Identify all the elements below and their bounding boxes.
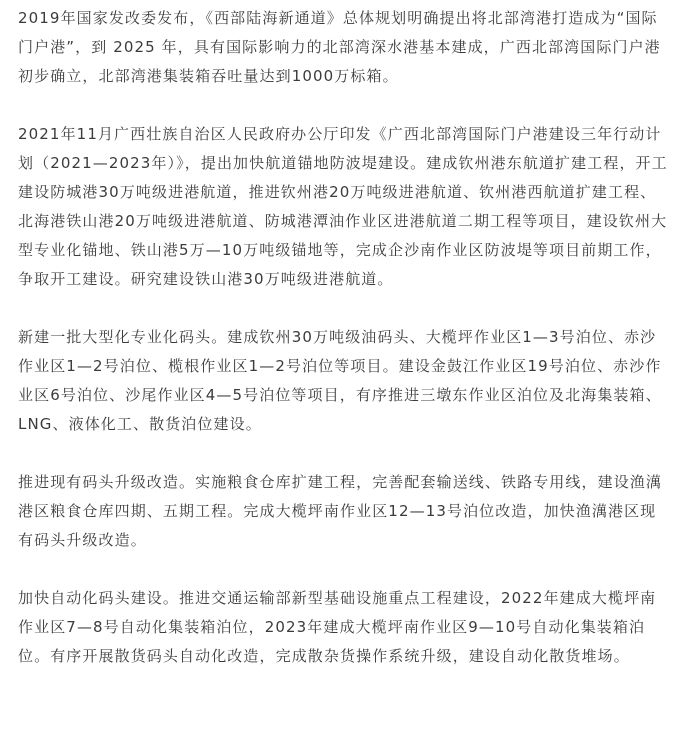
- paragraph-3: 新建一批大型化专业化码头。建成钦州30万吨级油码头、大榄坪作业区1—3号泊位、赤沙作业区1—2号泊位、榄根作业区1—2号泊位等项目。建设金鼓江作业区19号泊位、赤沙作业区6号泊位、沙尾作业区4—5号泊位等项目，有序推进三墩东作业区泊位及北海集装箱、LNG、液体化工、散货泊位建设。: [18, 328, 662, 433]
- paragraph-5: 加快自动化码头建设。推进交通运输部新型基础设施重点工程建设，2022年建成大榄坪南作业区7—8号自动化集装箱泊位，2023年建成大榄坪南作业区9—10号自动化集装箱泊位。有序开展散货码头自动化改造，完成散杂货操作系统升级，建设自动化散货堆场。: [18, 589, 657, 665]
- paragraph-4: 推进现有码头升级改造。实施粮食仓库扩建工程，完善配套输送线、铁路专用线，建设渔澫港区粮食仓库四期、五期工程。完成大榄坪南作业区12—13号泊位改造，加快渔澫港区现有码头升级改造。: [18, 473, 663, 549]
- paragraph-2: 2021年11月广西壮族自治区人民政府办公厅印发《广西北部湾国际门户港建设三年行动计划（2021—2023年）》，提出加快航道锚地防波堤建设。建成钦州港东航道扩建工程，开工建设防城港30万吨级进港航道，推进钦州港20万吨级进港航道、钦州港西航道扩建工程、北海港铁山港20万吨级进港航道、防城港潭油作业区进港航道二期工程等项目，建设钦州大型专业化锚地、铁山港5万—10万吨级锚地等，完成企沙南作业区防波堤等项目前期工作，争取开工建设。研究建设铁山港30万吨级进港航道。: [18, 125, 668, 288]
- article-body: [18, 0, 668, 671]
- paragraph-1: 2019年国家发改委发布，《西部陆海新通道》总体规划明确提出将北部湾港打造成为“国际门户港”，到 2025 年，具有国际影响力的北部湾深水港基本建成，广西北部湾国际门户港初步确立，北部湾港集装箱吞吐量达到1000万标箱。: [18, 9, 661, 85]
